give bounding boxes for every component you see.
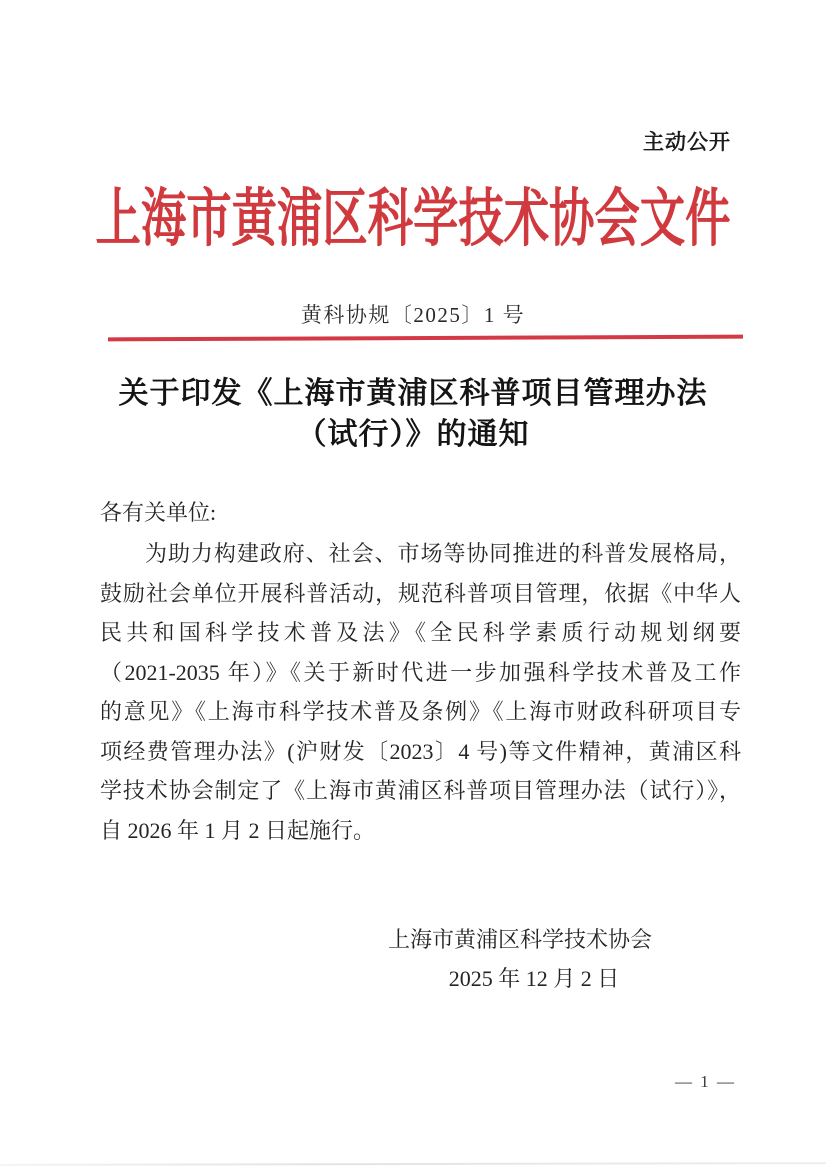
body-line: 为助力构建政府、社会、市场等协同推进的科普发展格局， [145, 541, 741, 566]
signature-org: 上海市黄浦区科学技术协会 [387, 927, 652, 952]
signature-date: 2025 年 12 月 2 日 [448, 966, 620, 991]
document-title-line-2: （试行）》的通知 [296, 418, 530, 451]
red-divider-line [108, 335, 743, 342]
document-title [0, 373, 826, 455]
body-line: 项经费管理办法》(沪财发〔2023〕4 号)等文件精神，黄浦区科 [100, 738, 741, 764]
letterhead [0, 186, 826, 252]
doc-number: 黄科协规〔2025〕1 号 [300, 303, 526, 327]
salutation: 各有关单位: [100, 500, 217, 525]
disclosure-label: 主动公开 [643, 131, 731, 154]
body-line: 鼓励社会单位开展科普活动，规范科普项目管理，依据《中华人 [100, 580, 741, 606]
body-line: 的意见》《上海市科学技术普及条例》《上海市财政科研项目专 [100, 699, 741, 724]
signature-block [370, 920, 670, 998]
page-number: — 1 — [675, 1072, 736, 1091]
body-line: （2021-2035 年）》《关于新时代进一步加强科学技术普及工作 [100, 659, 741, 685]
body-line: 民共和国科学技术普及法》《全民科学素质行动规划纲要 [100, 620, 741, 645]
scan-edge-artifact [0, 1162, 826, 1166]
body-paragraph [100, 534, 741, 850]
document-title-line-1: 关于印发《上海市黄浦区科普项目管理办法 [118, 377, 708, 410]
body-line: 学技术协会制定了《上海市黄浦区科普项目管理办法（试行）》， [100, 778, 741, 803]
letterhead-title: 上海市黄浦区科学技术协会文件 [95, 184, 731, 254]
body-line: 自 2026 年 1 月 2 日起施行。 [100, 817, 376, 843]
